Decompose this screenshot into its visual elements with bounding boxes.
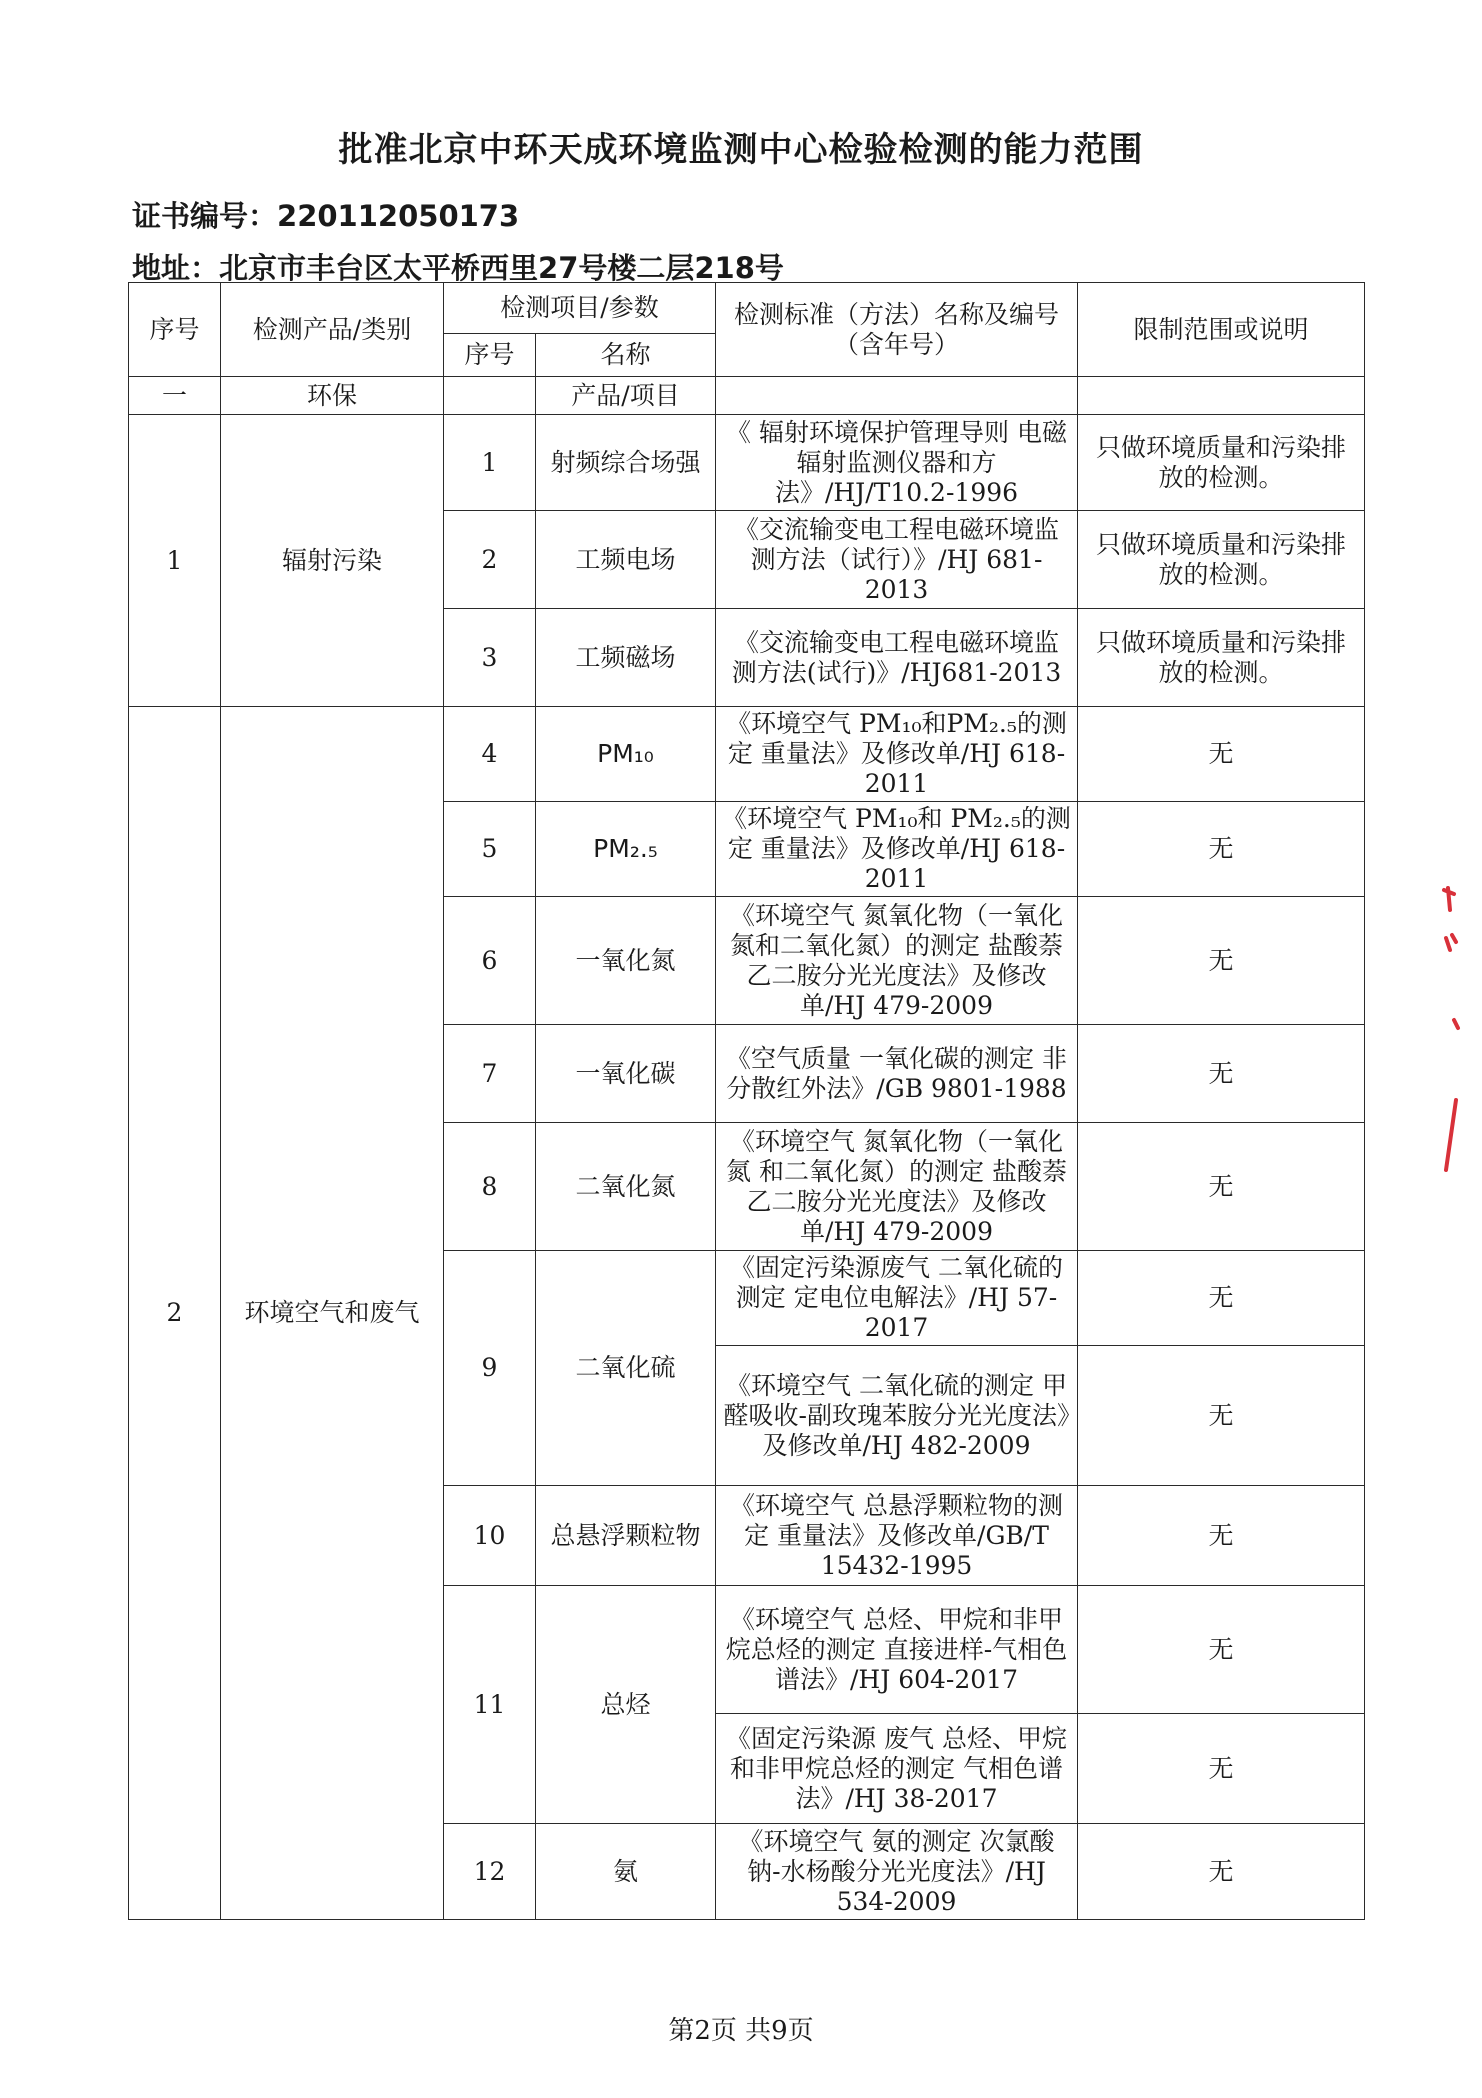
item-standard: 《空气质量 一氧化碳的测定 非分散红外法》/GB 9801-1988 xyxy=(716,1025,1078,1123)
item-no: 8 xyxy=(444,1123,536,1251)
document-title: 批准北京中环天成环境监测中心检验检测的能力范围 xyxy=(338,130,1144,170)
item-limit: 无 xyxy=(1078,1346,1365,1486)
section-seq: 一 xyxy=(129,377,221,415)
item-limit: 无 xyxy=(1078,1586,1365,1714)
item-standard: 《交流输变电工程电磁环境监测方法（试行）》/HJ 681-2013 xyxy=(716,511,1078,609)
address-value: 北京市丰台区太平桥西里27号楼二层218号 xyxy=(219,251,784,285)
item-no: 9 xyxy=(444,1251,536,1486)
section-item: 产品/项目 xyxy=(536,377,716,415)
item-name: 二氧化硫 xyxy=(536,1251,716,1486)
item-no: 6 xyxy=(444,897,536,1025)
item-name: 工频电场 xyxy=(536,511,716,609)
certificate-label: 证书编号： xyxy=(132,199,278,233)
item-standard: 《固定污染源废气 二氧化硫的测定 定电位电解法》/HJ 57-2017 xyxy=(716,1251,1078,1346)
item-limit: 无 xyxy=(1078,802,1365,897)
section-empty-limit xyxy=(1078,377,1365,415)
item-standard: 《环境空气 氮氧化物（一氧化氮和二氧化氮）的测定 盐酸萘乙二胺分光光度法》及修改单/HJ 479-2009 xyxy=(716,897,1078,1025)
header-item-group: 检测项目/参数 xyxy=(444,283,716,334)
item-name: 工频磁场 xyxy=(536,609,716,707)
item-no: 3 xyxy=(444,609,536,707)
section-empty xyxy=(444,377,536,415)
group-seq: 2 xyxy=(129,707,221,1920)
item-limit: 无 xyxy=(1078,1123,1365,1251)
item-name: PM₁₀ xyxy=(536,707,716,802)
item-no: 5 xyxy=(444,802,536,897)
group-category: 环境空气和废气 xyxy=(221,707,444,1920)
item-standard: 《环境空气 氨的测定 次氯酸钠-水杨酸分光光度法》/HJ 534-2009 xyxy=(716,1824,1078,1920)
header-row-1 xyxy=(129,283,1365,334)
item-limit: 无 xyxy=(1078,1251,1365,1346)
address-line xyxy=(132,246,784,287)
item-standard: 《环境空气 氮氧化物（一氧化氮 和二氧化氮）的测定 盐酸萘乙二胺分光光度法》及修改单/HJ 479-2009 xyxy=(716,1123,1078,1251)
item-limit: 只做环境质量和污染排放的检测。 xyxy=(1078,415,1365,511)
certificate-number: 220112050173 xyxy=(277,199,520,233)
item-name: 一氧化碳 xyxy=(536,1025,716,1123)
item-name: 氨 xyxy=(536,1824,716,1920)
header-item-name: 名称 xyxy=(536,334,716,377)
capability-scope-table xyxy=(128,282,1365,1920)
item-limit: 无 xyxy=(1078,897,1365,1025)
item-limit: 无 xyxy=(1078,707,1365,802)
group-category: 辐射污染 xyxy=(221,415,444,707)
item-limit: 无 xyxy=(1078,1025,1365,1123)
header-category: 检测产品/类别 xyxy=(221,283,444,377)
item-standard: 《环境空气 总悬浮颗粒物的测定 重量法》及修改单/GB/T 15432-1995 xyxy=(716,1486,1078,1586)
seal-stroke xyxy=(1444,888,1458,1170)
group-seq: 1 xyxy=(129,415,221,707)
item-no: 1 xyxy=(444,415,536,511)
item-limit: 无 xyxy=(1078,1714,1365,1824)
item-standard: 《环境空气 PM₁₀和 PM₂.₅的测定 重量法》及修改单/HJ 618-2011 xyxy=(716,802,1078,897)
item-standard: 《环境空气 二氧化硫的测定 甲醛吸收-副玫瑰苯胺分光光度法》及修改单/HJ 482-2009 xyxy=(716,1346,1078,1486)
item-standard: 《交流输变电工程电磁环境监测方法(试行)》/HJ681-2013 xyxy=(716,609,1078,707)
item-name: 一氧化氮 xyxy=(536,897,716,1025)
item-name: 二氧化氮 xyxy=(536,1123,716,1251)
header-standard: 检测标准（方法）名称及编号（含年号） xyxy=(716,283,1078,377)
item-no: 12 xyxy=(444,1824,536,1920)
item-standard: 《固定污染源 废气 总烃、甲烷和非甲烷总烃的测定 气相色谱法》/HJ 38-2017 xyxy=(716,1714,1078,1824)
page-number: 第2页 共9页 xyxy=(668,2016,814,2046)
section-empty-std xyxy=(716,377,1078,415)
item-limit: 无 xyxy=(1078,1486,1365,1586)
item-standard: 《环境空气 PM₁₀和PM₂.₅的测定 重量法》及修改单/HJ 618-2011 xyxy=(716,707,1078,802)
section-row xyxy=(129,377,1365,415)
seal-stamp-fragment xyxy=(1434,880,1464,1180)
item-standard: 《环境空气 总烃、甲烷和非甲烷总烃的测定 直接进样-气相色谱法》/HJ 604-2017 xyxy=(716,1586,1078,1714)
header-seq: 序号 xyxy=(129,283,221,377)
item-name: PM₂.₅ xyxy=(536,802,716,897)
header-item-seq: 序号 xyxy=(444,334,536,377)
certificate-number-line xyxy=(132,194,519,235)
item-no: 11 xyxy=(444,1586,536,1824)
section-category: 环保 xyxy=(221,377,444,415)
item-name: 总悬浮颗粒物 xyxy=(536,1486,716,1586)
item-name: 射频综合场强 xyxy=(536,415,716,511)
item-limit: 只做环境质量和污染排放的检测。 xyxy=(1078,511,1365,609)
item-no: 4 xyxy=(444,707,536,802)
header-limit: 限制范围或说明 xyxy=(1078,283,1365,377)
item-limit: 无 xyxy=(1078,1824,1365,1920)
item-no: 10 xyxy=(444,1486,536,1586)
address-label: 地址： xyxy=(132,251,220,285)
item-limit: 只做环境质量和污染排放的检测。 xyxy=(1078,609,1365,707)
item-no: 7 xyxy=(444,1025,536,1123)
item-standard: 《 辐射环境保护管理导则 电磁辐射监测仪器和方法》/HJ/T10.2-1996 xyxy=(716,415,1078,511)
table-row xyxy=(129,415,1365,511)
item-name: 总烃 xyxy=(536,1586,716,1824)
table-row xyxy=(129,707,1365,802)
item-no: 2 xyxy=(444,511,536,609)
